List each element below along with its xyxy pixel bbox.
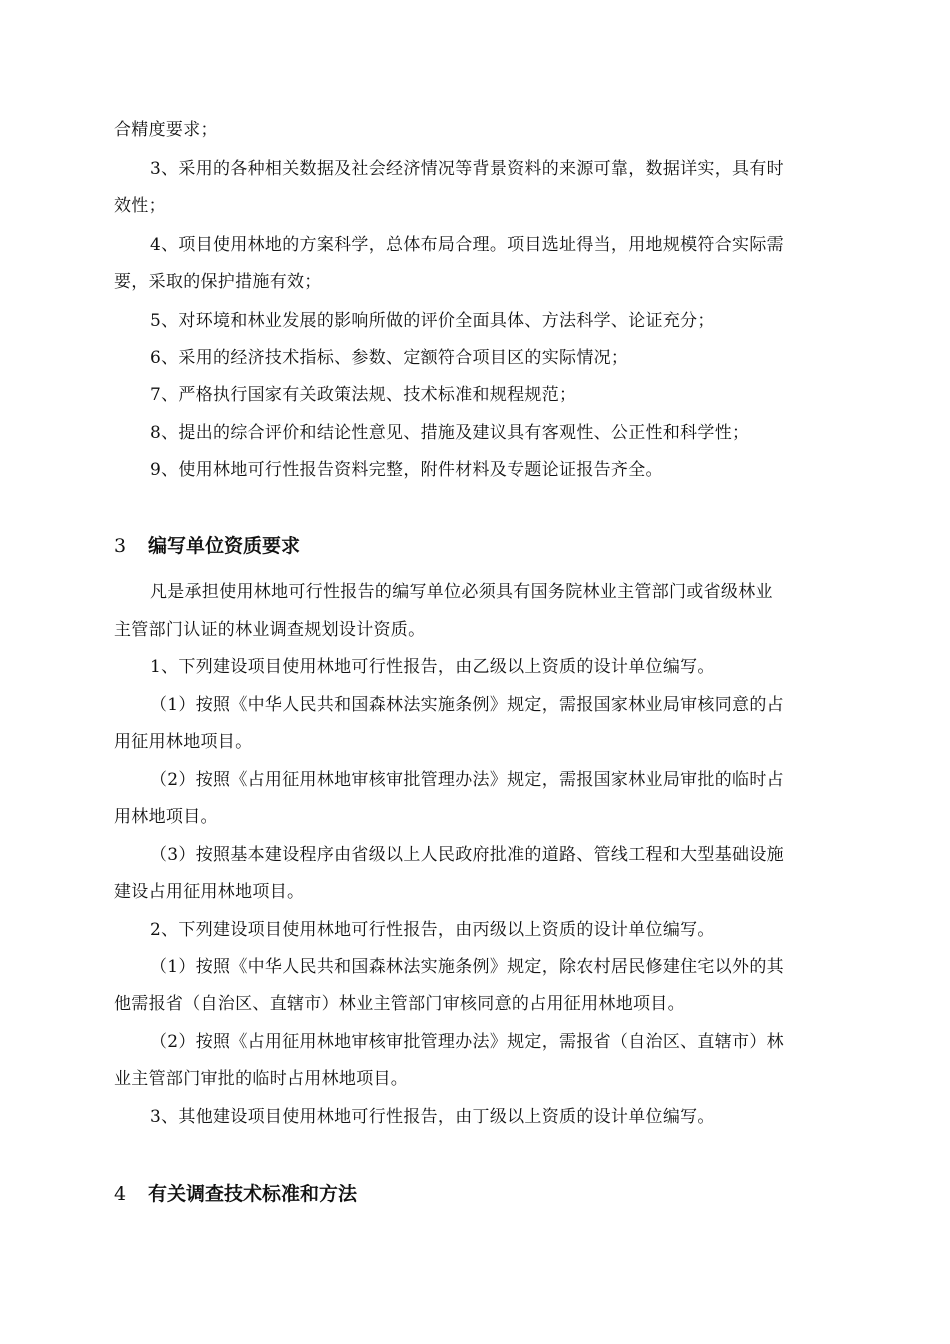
- text-line: 3、其他建设项目使用林地可行性报告，由丁级以上资质的设计单位编写。: [150, 1107, 715, 1127]
- section-title: 有关调查技术标准和方法: [148, 1183, 358, 1205]
- text-line: 4、项目使用林地的方案科学，总体布局合理。项目选址得当，用地规模符合实际需: [150, 235, 784, 255]
- text-line: 2、下列建设项目使用林地可行性报告，由丙级以上资质的设计单位编写。: [150, 920, 715, 940]
- text-line: 要，采取的保护措施有效；: [114, 272, 322, 292]
- text-line: （2）按照《占用征用林地审核审批管理办法》规定，需报国家林业局审批的临时占: [150, 770, 784, 790]
- text-line: 业主管部门审批的临时占用林地项目。: [114, 1069, 409, 1089]
- text-line: 7、严格执行国家有关政策法规、技术标准和规程规范；: [150, 385, 577, 405]
- text-line: （1）按照《中华人民共和国森林法实施条例》规定，需报国家林业局审核同意的占: [150, 695, 784, 715]
- text-line: 凡是承担使用林地可行性报告的编写单位必须具有国务院林业主管部门或省级林业: [150, 582, 773, 602]
- text-line: （1）按照《中华人民共和国森林法实施条例》规定，除农村居民修建住宅以外的其: [150, 957, 784, 977]
- section-title: 编写单位资质要求: [148, 535, 301, 557]
- text-line: （3）按照基本建设程序由省级以上人民政府批准的道路、管线工程和大型基础设施: [150, 845, 784, 865]
- section-number: 4: [114, 1183, 127, 1205]
- text-line: 建设占用征用林地项目。: [114, 882, 305, 902]
- text-line: 9、使用林地可行性报告资料完整，附件材料及专题论证报告齐全。: [150, 460, 663, 480]
- section-heading: [114, 533, 300, 559]
- text-line: 主管部门认证的林业调查规划设计资质。: [114, 620, 426, 640]
- section-number: 3: [114, 535, 127, 557]
- text-line: 用林地项目。: [114, 807, 218, 827]
- text-line: 他需报省（自治区、直辖市）林业主管部门审核同意的占用征用林地项目。: [114, 994, 685, 1014]
- section-heading: [114, 1181, 357, 1207]
- text-line: 效性；: [114, 196, 166, 216]
- text-line: 6、采用的经济技术指标、参数、定额符合项目区的实际情况；: [150, 348, 629, 368]
- text-line: 合精度要求；: [114, 120, 218, 140]
- text-line: 用征用林地项目。: [114, 732, 253, 752]
- text-line: 1、下列建设项目使用林地可行性报告，由乙级以上资质的设计单位编写。: [150, 657, 715, 677]
- text-line: （2）按照《占用征用林地审核审批管理办法》规定，需报省（自治区、直辖市）林: [150, 1032, 784, 1052]
- text-line: 8、提出的综合评价和结论性意见、措施及建议具有客观性、公正性和科学性；: [150, 423, 750, 443]
- text-line: 3、采用的各种相关数据及社会经济情况等背景资料的来源可靠，数据详实，具有时: [150, 159, 784, 179]
- text-line: 5、对环境和林业发展的影响所做的评价全面具体、方法科学、论证充分；: [150, 311, 715, 331]
